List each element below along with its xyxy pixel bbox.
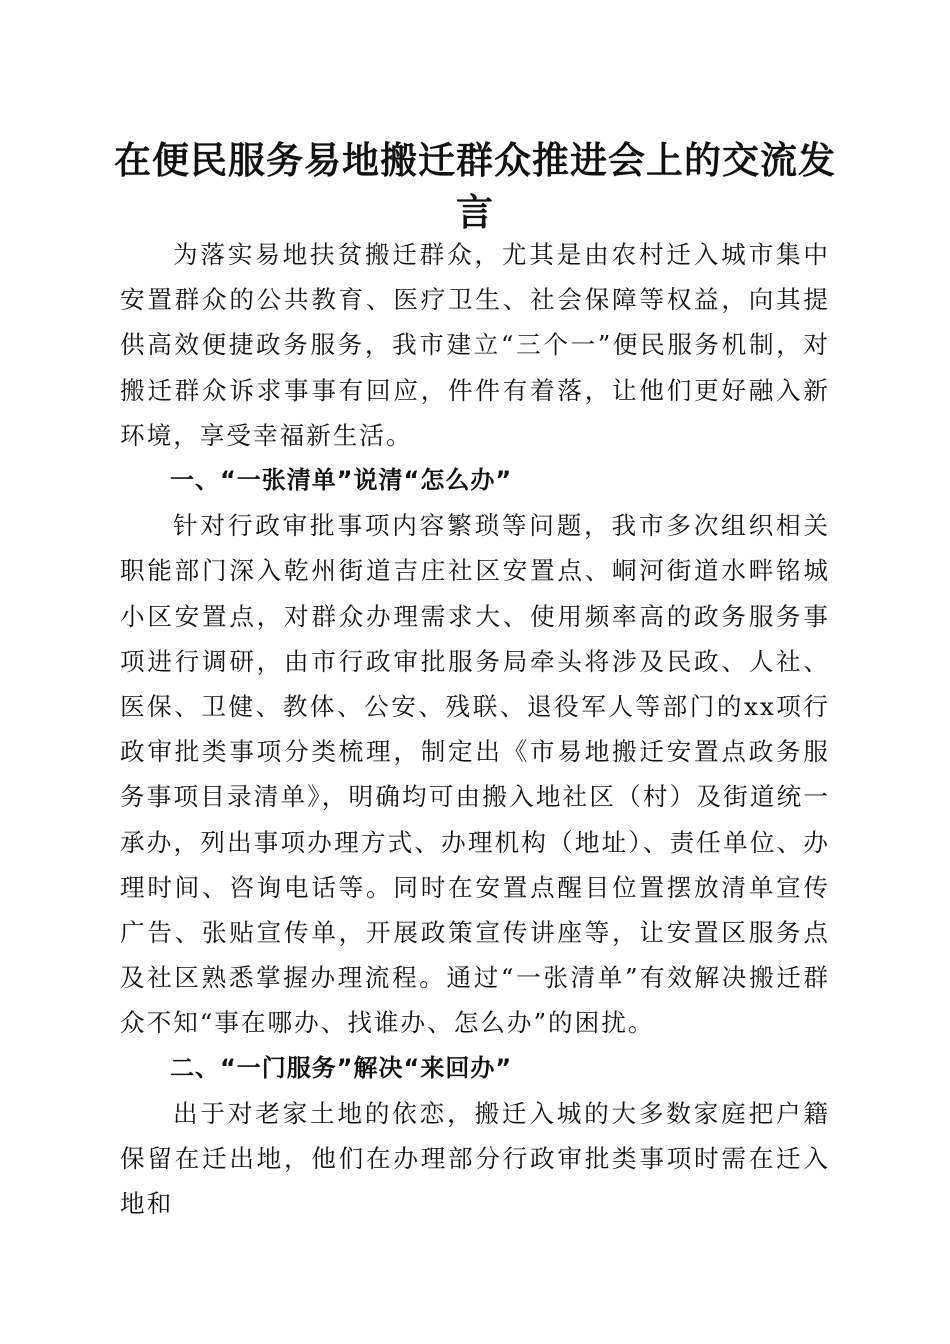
document-body (120, 232, 830, 1226)
section-heading-2: 二、“一门服务”解决“来回办” (170, 1053, 513, 1082)
section-heading-1: 一、“一张清单”说清“怎么办” (170, 466, 513, 495)
document-title: 在便民服务易地搬迁群众推进会上的交流发言 (114, 138, 836, 234)
section-paragraph-2: 出于对老家土地的依恋，搬迁入城的大多数家庭把户籍保留在迁出地，他们在办理部分行政审批类事项时需在迁入地和 (120, 1098, 830, 1219)
section-paragraph-1: 针对行政审批事项内容繁琐等问题，我市多次组织相关职能部门深入乾州街道吉庄社区安置点、峒河街道水畔铭城小区安置点，对群众办理需求大、使用频率高的政务服务事项进行调研，由市行政审批服务局牵头将涉及民政、人社、医保、卫健、教体、公安、残联、退役军人等部门的xx项行政审批类事项分类梳理，制定出《市易地搬迁安置点政务服务事项目录清单》，明确均可由搬入地社区（村）及街道统一承办，列出事项办理方式、办理机构（地址）、责任单位、办理时间、咨询电话等。同时在安置点醒目位置摆放清单宣传广告、张贴宣传单，开展政策宣传讲座等，让安置区服务点及社区熟悉掌握办理流程。通过“一张清单”有效解决搬迁群众不知“事在哪办、找谁办、怎么办”的困扰。 (120, 511, 830, 1038)
intro-paragraph: 为落实易地扶贫搬迁群众，尤其是由农村迁入城市集中安置群众的公共教育、医疗卫生、社会保障等权益，向其提供高效便捷政务服务，我市建立“三个一”便民服务机制，对搬迁群众诉求事事有回应，件件有着落，让他们更好融入新环境，享受幸福新生活。 (120, 240, 830, 450)
